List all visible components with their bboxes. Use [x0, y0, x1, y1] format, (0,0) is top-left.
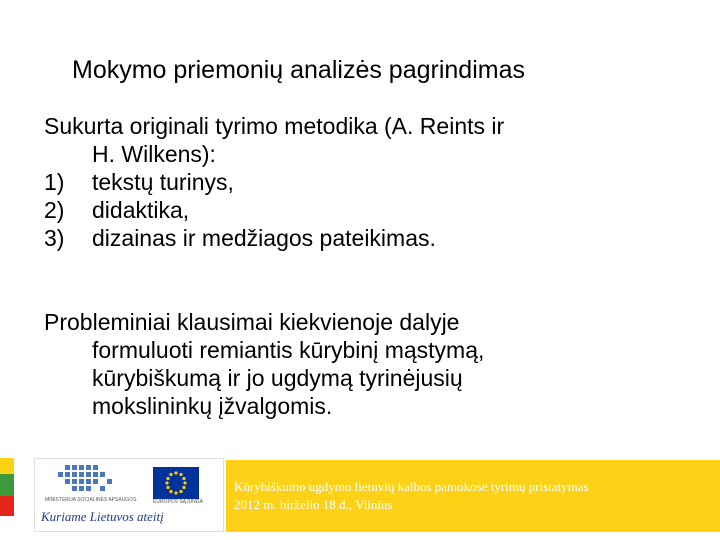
list-item [44, 196, 684, 224]
para2-line-3: kūrybiškumą ir jo ugdymą tyrinėjusių [92, 365, 463, 391]
intro-line-2: H. Wilkens): [92, 141, 216, 167]
ministry-text: MINISTERIJA SOCIALINĖS APSAUGOS [45, 497, 137, 503]
list-number: 3) [44, 225, 65, 251]
intro-line-1: Sukurta originali tyrimo metodika (A. Reints ir [44, 113, 505, 139]
para2-line-1: Probleminiai klausimai kiekvienoje dalyje [44, 309, 460, 335]
logo-caption: Kuriame Lietuvos ateitį [41, 509, 164, 524]
slide-footer [0, 458, 720, 534]
list-text: didaktika, [92, 197, 190, 223]
partner-logos [34, 458, 224, 532]
list-text: dizainas ir medžiagos pateikimas [92, 225, 430, 251]
list-suffix: . [429, 225, 436, 251]
footer-text [234, 478, 589, 514]
para2-line-2: formuluoti remiantis kūrybinį mąstymą, [92, 337, 485, 363]
list-text: tekstų turinys, [92, 169, 234, 195]
slide-title: Mokymo priemonių analizės pagrindimas [72, 56, 525, 84]
eu-text: EUROPOS SĄJUNGA [153, 499, 204, 505]
eu-flag-icon [153, 467, 199, 499]
criteria-list [44, 168, 684, 252]
list-item [44, 168, 684, 196]
intro-paragraph [44, 112, 684, 168]
footer-info-bar [226, 460, 720, 532]
color-stripes [0, 458, 14, 534]
slide-body [44, 112, 684, 420]
list-item [44, 224, 684, 252]
footer-line-2: 2012 m. birželio 18 d., Vilnius [234, 497, 393, 512]
para2-line-4: mokslininkų įžvalgomis. [92, 393, 333, 419]
list-number: 1) [44, 169, 65, 195]
second-paragraph [44, 308, 684, 420]
list-number: 2) [44, 197, 65, 223]
footer-line-1: Kūrybiškumo ugdymo lietuvių kalbos pamokose tyrimų pristatymas [234, 479, 589, 494]
